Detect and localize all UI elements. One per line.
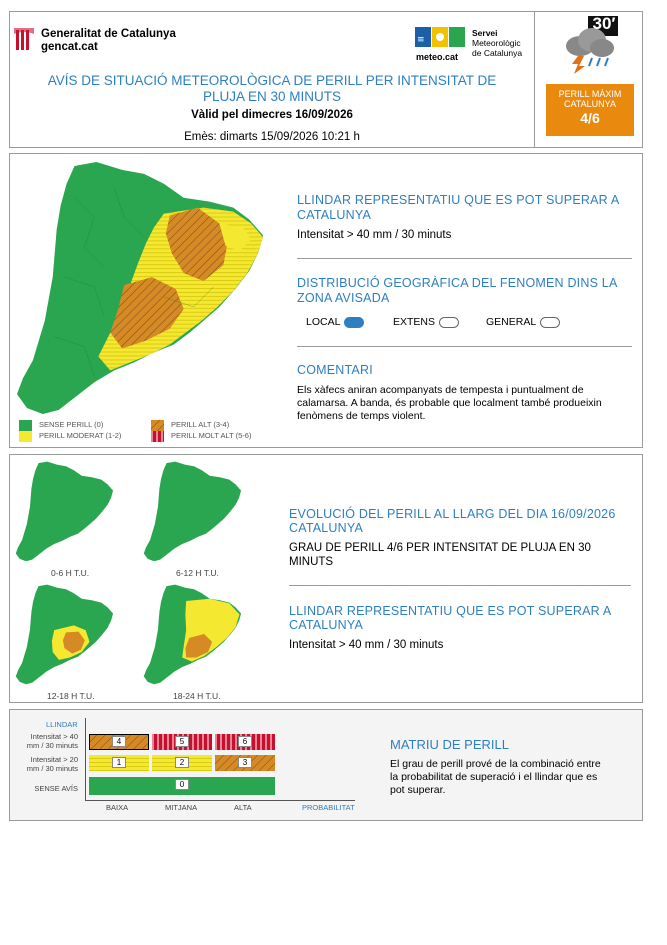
grau-line1: GRAU DE PERILL 4/6 PER INTENSITAT DE PLUJA EN 30 bbox=[289, 542, 591, 554]
matrix-cell-4 bbox=[89, 734, 149, 750]
legend-sense-swatch bbox=[19, 420, 32, 431]
perill-maxim-badge bbox=[546, 84, 634, 136]
map-12-18 bbox=[15, 581, 117, 687]
extens-option bbox=[393, 316, 459, 328]
local-label: LOCAL bbox=[306, 316, 341, 328]
legend-molt-alt-swatch bbox=[151, 431, 164, 442]
matrix-desc-3: pot superar. bbox=[390, 784, 446, 796]
local-option bbox=[306, 316, 364, 328]
matrix-y-axis bbox=[85, 718, 86, 800]
servei-line1: Servei bbox=[472, 28, 498, 38]
llindar-title-2: CATALUNYA bbox=[297, 208, 372, 222]
matrix-title: MATRIU DE PERILL bbox=[390, 737, 509, 752]
map-18-24 bbox=[143, 581, 245, 687]
perill-maxim-line1: PERILL MÀXIM bbox=[558, 89, 622, 99]
comentari-line2: calamarsa. A banda, és probable que localment també produeixin bbox=[297, 397, 602, 409]
matrix-cell-3-value: 3 bbox=[238, 757, 252, 768]
matrix-x-axis bbox=[85, 800, 355, 801]
matrix-cell-1-value: 1 bbox=[112, 757, 126, 768]
comentari-line3: fenòmens de temps violent. bbox=[297, 410, 426, 422]
gencat-logo-icon bbox=[14, 28, 34, 52]
gencat-name: Generalitat de Catalunya bbox=[41, 28, 176, 40]
comentari-title: COMENTARI bbox=[297, 363, 373, 377]
divider-2 bbox=[297, 346, 632, 347]
matrix-cell-1 bbox=[89, 755, 149, 771]
meteocat-logo-icon bbox=[415, 27, 465, 53]
gencat-url[interactable]: gencat.cat bbox=[41, 41, 98, 53]
distrib-title-1: DISTRIBUCIÓ GEOGRÀFICA DEL FENOMEN DINS LA bbox=[297, 276, 618, 290]
map-label-6-12: 6-12 H T.U. bbox=[176, 568, 219, 578]
llindar-value: Intensitat > 40 mm / 30 minuts bbox=[297, 229, 452, 241]
divider-1 bbox=[297, 258, 632, 259]
local-toggle bbox=[344, 317, 364, 328]
matrix-row3-label: SENSE AVÍS bbox=[34, 784, 78, 793]
legend-sense-label: SENSE PERILL (0) bbox=[39, 420, 104, 429]
matrix-cell-2-value: 2 bbox=[175, 757, 189, 768]
distrib-title-2: ZONA AVISADA bbox=[297, 291, 390, 305]
matrix-cell-4-value: 4 bbox=[112, 736, 126, 747]
map-6-12 bbox=[143, 458, 245, 564]
catalunya-main-map bbox=[13, 158, 275, 416]
legend-moderat-swatch bbox=[19, 431, 32, 442]
matrix-col-mitjana: MITJANA bbox=[165, 803, 198, 812]
llindar2-title-2: CATALUNYA bbox=[289, 618, 364, 632]
general-toggle bbox=[540, 317, 560, 328]
perill-maxim-value: 4/6 bbox=[580, 110, 600, 126]
badge-30: 30′ bbox=[592, 14, 616, 33]
matrix-cell-0 bbox=[89, 777, 275, 795]
meteocat-label: meteo.cat bbox=[416, 52, 459, 62]
matrix-cell-2 bbox=[152, 755, 212, 771]
section-matrix bbox=[9, 709, 643, 821]
matrix-desc-1: El grau de perill prové de la combinació entre bbox=[390, 758, 601, 770]
matrix-cell-3 bbox=[215, 755, 275, 771]
map-label-12-18: 12-18 H T.U. bbox=[47, 691, 95, 701]
legend-moderat-label: PERILL MODERAT (1-2) bbox=[39, 431, 122, 440]
llindar-title-1: LLINDAR REPRESENTATIU QUE ES POT SUPERAR A bbox=[297, 193, 620, 207]
svg-text:≡: ≡ bbox=[417, 35, 425, 45]
general-label: GENERAL bbox=[486, 316, 537, 328]
llindar-axis-label: LLINDAR bbox=[46, 720, 78, 729]
map-label-18-24: 18-24 H T.U. bbox=[173, 691, 221, 701]
divider-3 bbox=[289, 585, 631, 586]
legend-alt-label: PERILL ALT (3-4) bbox=[171, 420, 230, 429]
matrix-col-alta: ALTA bbox=[234, 803, 252, 812]
matrix-row1-label2: mm / 30 minuts bbox=[26, 741, 78, 750]
llindar2-value: Intensitat > 40 mm / 30 minuts bbox=[289, 639, 444, 651]
matrix-cell-6-value: 6 bbox=[238, 736, 252, 747]
matrix-col-baixa: BAIXA bbox=[106, 803, 129, 812]
emes-date: Emès: dimarts 15/09/2026 10:21 h bbox=[184, 131, 360, 143]
page-title-line1: AVÍS DE SITUACIÓ METEOROLÒGICA DE PERILL PER INTENSITAT DE bbox=[47, 73, 497, 88]
servei-line3: de Catalunya bbox=[472, 48, 523, 58]
matrix-row1-label1: Intensitat > 40 bbox=[30, 732, 78, 741]
section-evolution bbox=[9, 454, 643, 703]
llindar2-title-1: LLINDAR REPRESENTATIU QUE ES POT SUPERAR A bbox=[289, 604, 612, 618]
matrix-cell-0-value: 0 bbox=[175, 779, 189, 790]
servei-line2: Meteorològic bbox=[472, 38, 521, 48]
matrix-row2-label2: mm / 30 minuts bbox=[26, 764, 78, 773]
matrix-desc-2: la probabilitat de superació i el llindar que es bbox=[390, 771, 598, 783]
matrix-cell-5-value: 5 bbox=[175, 736, 189, 747]
evol-title-2: CATALUNYA bbox=[289, 521, 364, 535]
legend-molt-alt-label: PERILL MOLT ALT (5-6) bbox=[171, 431, 252, 440]
header-panel bbox=[9, 11, 643, 148]
evol-title-1: EVOLUCIÓ DEL PERILL AL LLARG DEL DIA 16/09/2026 bbox=[289, 507, 616, 521]
map-0-6 bbox=[15, 458, 117, 564]
matrix-cell-5 bbox=[152, 734, 212, 750]
matrix-row2-label1: Intensitat > 20 bbox=[30, 755, 78, 764]
legend-alt-swatch bbox=[151, 420, 164, 431]
comentari-line1: Els xàfecs aniran acompanyats de tempesta i puntualment de bbox=[297, 384, 584, 396]
matrix-cell-6 bbox=[215, 734, 275, 750]
section-main-map bbox=[9, 153, 643, 448]
matrix-probabilitat: PROBABILITAT bbox=[302, 803, 355, 812]
valid-date: Vàlid pel dimecres 16/09/2026 bbox=[191, 109, 353, 121]
grau-line2: MINUTS bbox=[289, 556, 334, 568]
header-divider bbox=[534, 12, 535, 148]
page-title-line2: PLUJA EN 30 MINUTS bbox=[202, 89, 342, 104]
extens-label: EXTENS bbox=[393, 316, 436, 328]
general-option bbox=[486, 316, 560, 328]
extens-toggle bbox=[439, 317, 459, 328]
perill-maxim-line2: CATALUNYA bbox=[563, 99, 616, 109]
map-label-0-6: 0-6 H T.U. bbox=[51, 568, 90, 578]
